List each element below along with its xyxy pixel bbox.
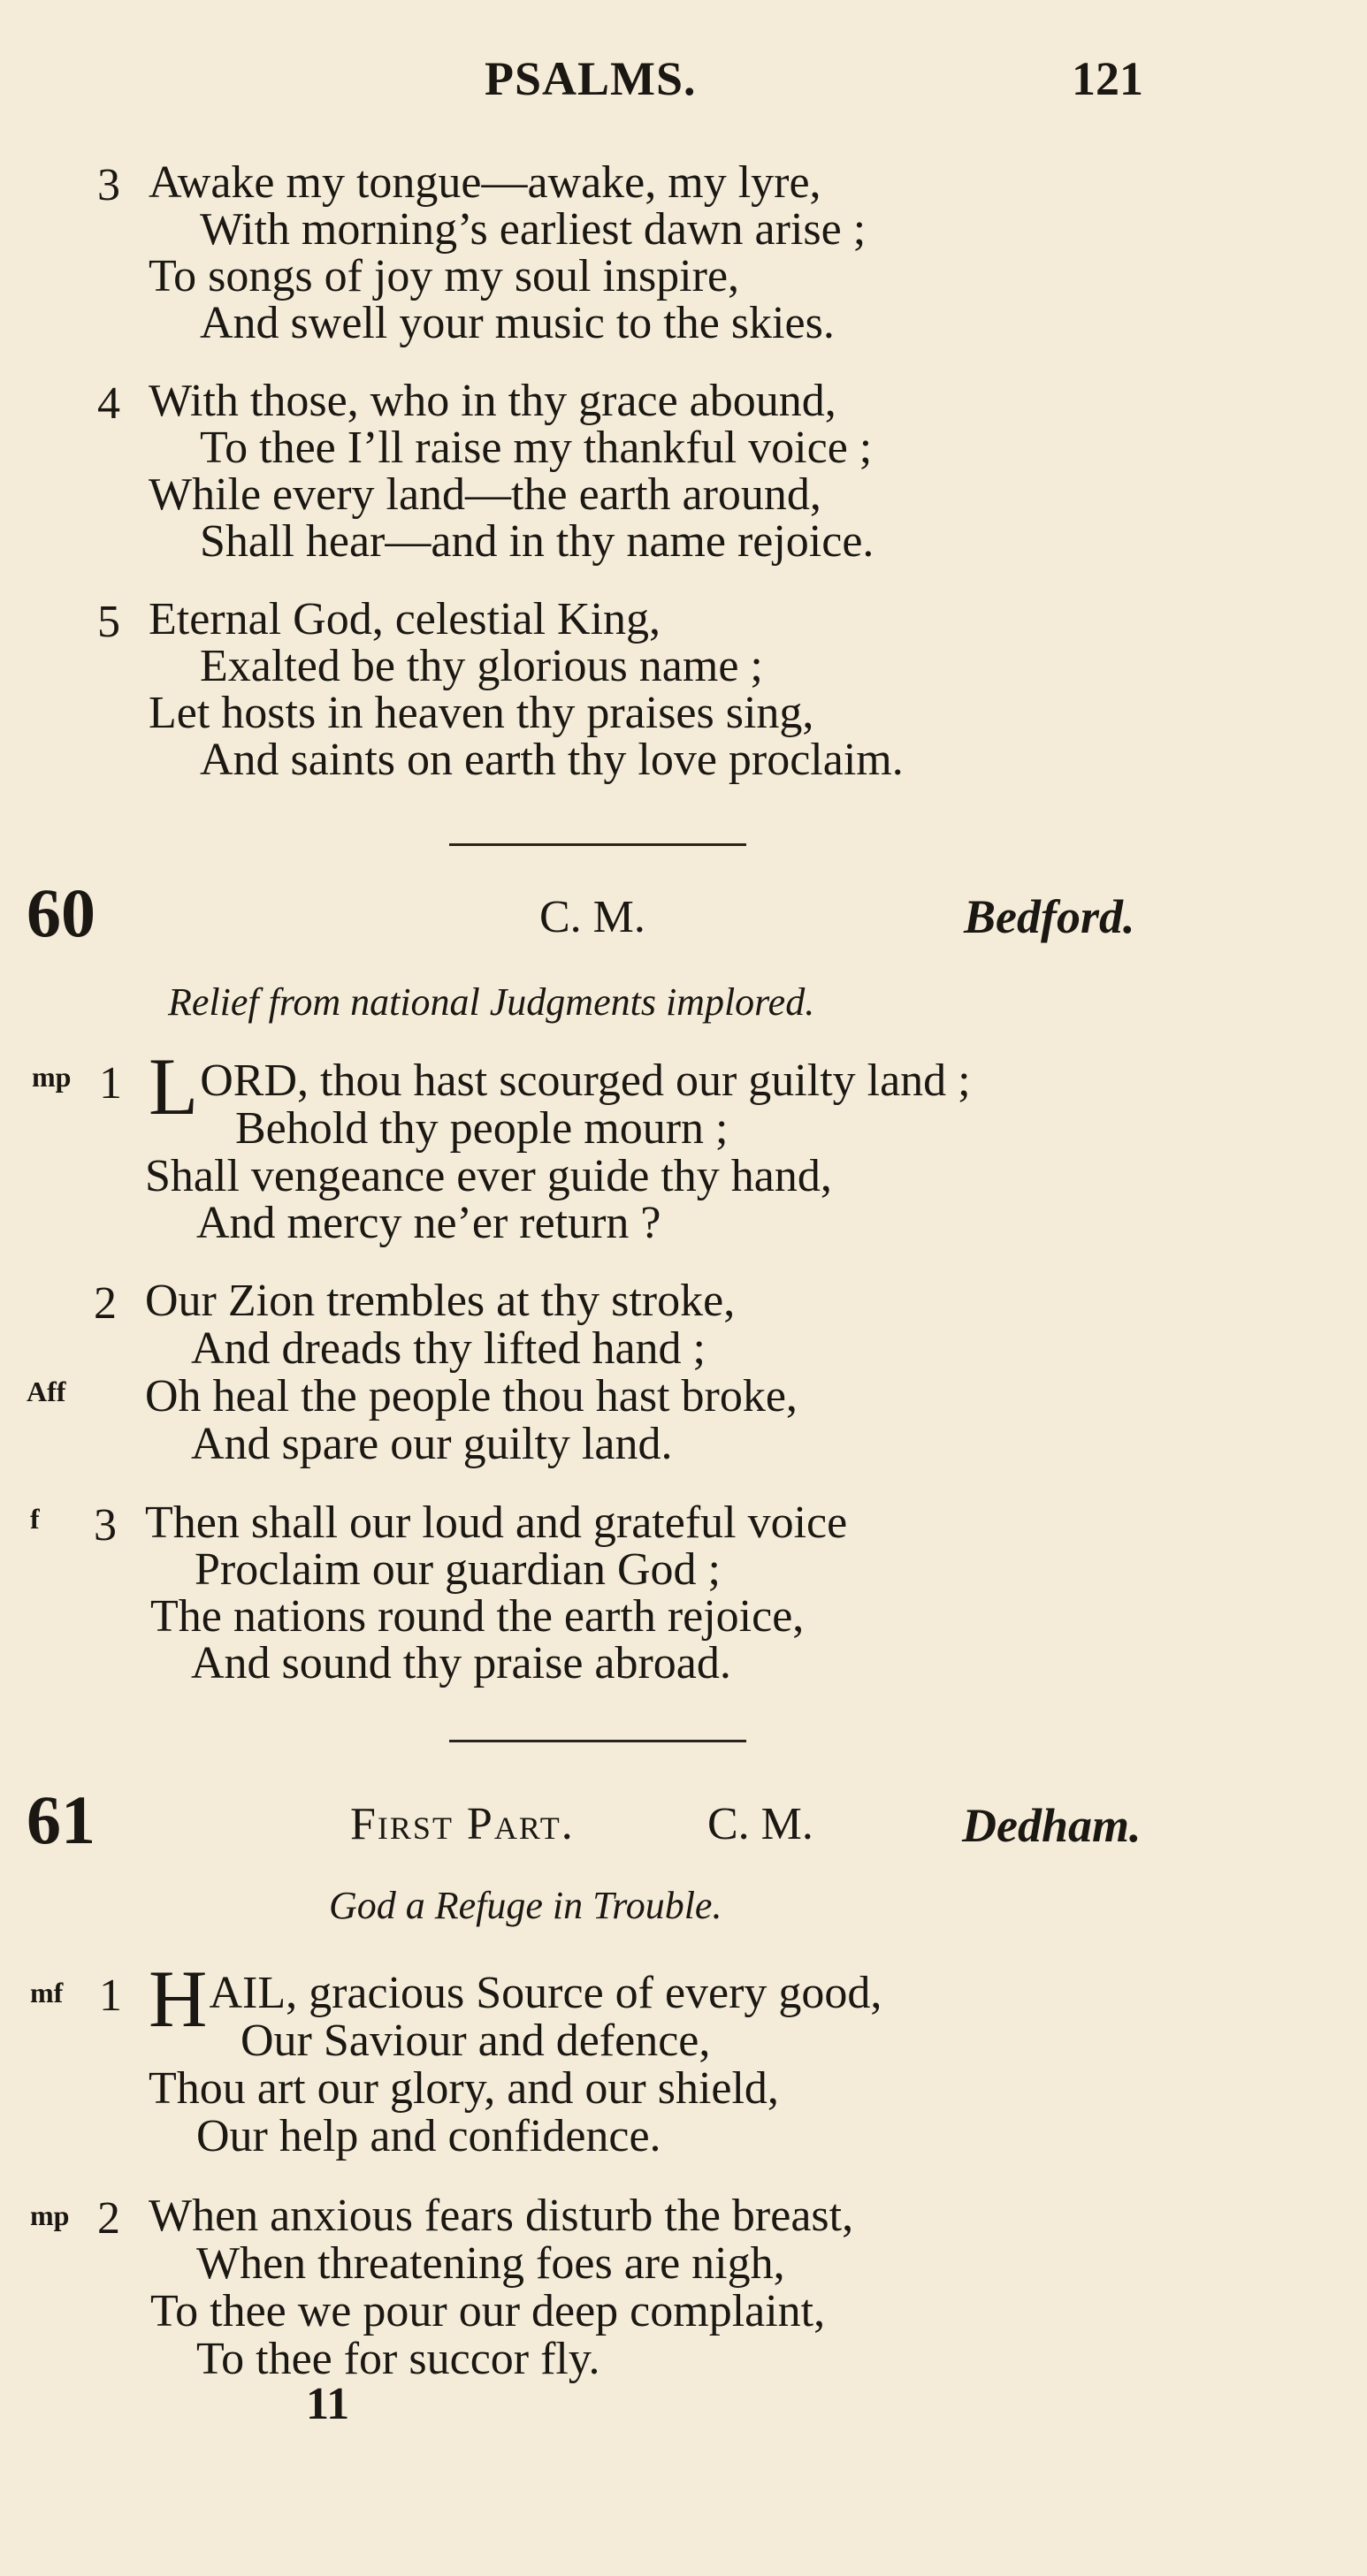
verse-line: And swell your music to the skies. — [200, 298, 835, 348]
running-title: PSALMS. — [485, 52, 697, 105]
verse-line: To songs of joy my soul inspire, — [149, 251, 740, 301]
hymn-subtitle: Relief from national Judgments implored. — [168, 980, 815, 1024]
verse-line: To thee we pour our deep complaint, — [150, 2286, 826, 2336]
page-number: 121 — [1072, 52, 1143, 105]
verse-line: With those, who in thy grace abound, — [149, 376, 836, 426]
dynamic-mark: mp — [30, 2199, 70, 2231]
verse-line: To thee I’ll raise my thankful voice ; — [200, 423, 873, 473]
verse-line: And mercy ne’er return ? — [196, 1198, 661, 1248]
verse-number: 3 — [94, 1500, 117, 1551]
signature-mark: 11 — [306, 2379, 350, 2429]
verse-number: 3 — [97, 160, 120, 210]
verse-line: Eternal God, celestial King, — [149, 594, 661, 644]
verse-line: Thou art our glory, and our shield, — [149, 2063, 779, 2114]
drop-cap: L — [149, 1041, 199, 1132]
verse-line: And spare our guilty land. — [191, 1419, 673, 1469]
hymn-number: 61 — [27, 1781, 95, 1858]
dynamic-mark: f — [30, 1503, 40, 1535]
verse-line: Then shall our loud and grateful voice — [145, 1498, 848, 1548]
verse-line: Our help and confidence. — [196, 2111, 661, 2161]
verse-line: Let hosts in heaven thy praises sing, — [149, 688, 814, 738]
tune-name: Dedham. — [962, 1799, 1142, 1852]
verse-line: Behold thy people mourn ; — [235, 1103, 729, 1154]
verse-line: While every land—the earth around, — [149, 469, 821, 520]
dynamic-mark: Aff — [27, 1376, 66, 1407]
tune-name: Bedford. — [964, 890, 1135, 943]
verse-line: Shall hear—and in thy name rejoice. — [200, 516, 874, 567]
meter: C. M. — [539, 892, 645, 942]
verse-line: When threatening foes are nigh, — [196, 2238, 785, 2289]
verse-line: Awake my tongue—awake, my lyre, — [149, 157, 821, 208]
verse-number: 1 — [99, 1970, 122, 2021]
verse-line: With morning’s earliest dawn arise ; — [200, 204, 867, 255]
section-rule — [449, 1740, 746, 1742]
verse-line: Our Zion trembles at thy stroke, — [145, 1276, 736, 1326]
hymn-number: 60 — [27, 874, 95, 951]
verse-line: Our Saviour and defence, — [241, 2016, 711, 2066]
verse-number: 4 — [97, 378, 120, 429]
verse-line: To thee for succor fly. — [196, 2334, 600, 2384]
verse-number: 2 — [94, 1278, 117, 1329]
verse-number: 5 — [97, 597, 120, 647]
verse-line: When anxious fears disturb the breast, — [149, 2191, 854, 2241]
meter: C. M. — [707, 1799, 813, 1849]
verse-number: 2 — [97, 2193, 120, 2244]
verse-line: And dreads thy lifted hand ; — [191, 1323, 706, 1374]
verse-line: And saints on earth thy love proclaim. — [200, 735, 904, 785]
dynamic-mark: mp — [32, 1061, 72, 1093]
verse-line: Oh heal the people thou hast broke, — [145, 1371, 798, 1421]
hymn-subtitle: God a Refuge in Trouble. — [329, 1884, 722, 1927]
verse-line: Exalted be thy glorious name ; — [200, 641, 763, 691]
verse-line: Shall vengeance ever guide thy hand, — [145, 1151, 832, 1201]
verse-number: 1 — [99, 1058, 122, 1109]
section-rule — [449, 843, 746, 846]
drop-cap: H — [149, 1954, 208, 2044]
verse-line: And sound thy praise abroad. — [191, 1638, 731, 1688]
dynamic-mark: mf — [30, 1977, 64, 2008]
first-line-rest: AIL, gracious Source of every good, — [209, 1968, 882, 2018]
first-line-rest: ORD, thou hast scourged our guilty land ; — [200, 1056, 971, 1106]
verse-line: Proclaim our guardian God ; — [195, 1544, 721, 1595]
verse-line: The nations round the earth rejoice, — [150, 1591, 805, 1642]
hymn-part: First Part. — [350, 1799, 575, 1849]
